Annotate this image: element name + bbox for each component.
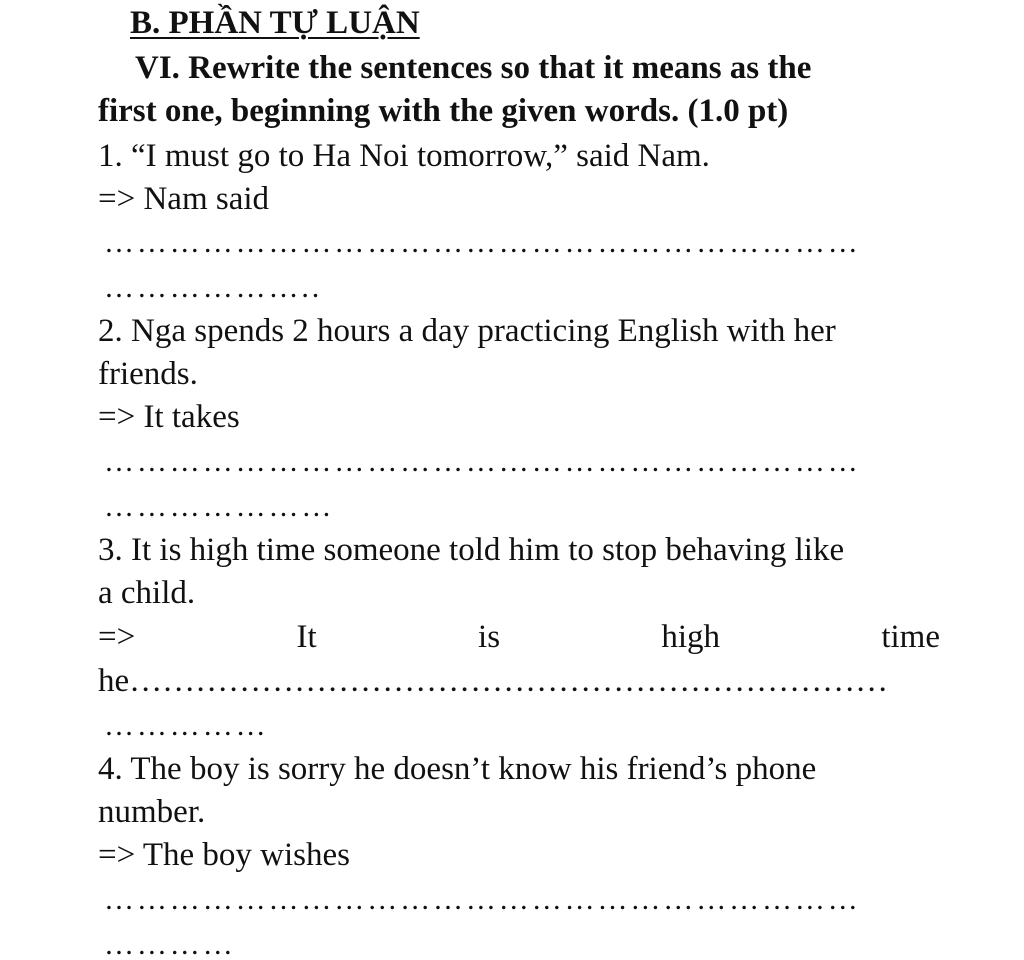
question-3-text-line-1: 3. It is high time someone told him to stop behaving like [98, 532, 845, 568]
question-3-prompt-word: high [661, 619, 721, 655]
question-3-answer-line-2[interactable]: …………… [104, 711, 269, 741]
question-3-prompt-word: time [881, 619, 940, 655]
question-2-text-line-1: 2. Nga spends 2 hours a day practicing English with her [98, 313, 836, 349]
question-1-text: 1. “I must go to Ha Noi tomorrow,” said Nam. [98, 138, 710, 174]
question-4-text-line-2: number. [98, 794, 206, 830]
question-2-text-line-2: friends. [98, 356, 198, 392]
question-4-answer-line[interactable]: …………………………………………………………… [104, 885, 861, 915]
question-1-answer-line[interactable]: …………………………………………………………… [104, 228, 861, 258]
instruction-line-2: first one, beginning with the given words. (1.0 pt) [98, 93, 789, 129]
question-2-prompt: => It takes [98, 399, 240, 435]
question-2-answer-line-2[interactable]: ………………… [104, 492, 335, 522]
question-4-prompt: => The boy wishes [98, 837, 351, 873]
question-1-prompt: => Nam said [98, 181, 270, 217]
question-4-answer-line-2[interactable]: ………… [104, 930, 236, 960]
question-3-prompt-word: => [98, 619, 136, 655]
section-heading: B. PHẦN TỰ LUẬN [130, 5, 420, 41]
instruction-line-1: VI. Rewrite the sentences so that it means as the [135, 50, 812, 86]
question-3-prompt-word: is [478, 619, 501, 655]
question-2-answer-line[interactable]: …………………………………………………………… [104, 447, 861, 477]
question-3-prompt-word: It [296, 619, 317, 655]
question-4-text-line-1: 4. The boy is sorry he doesn’t know his friend’s phone [98, 751, 817, 787]
question-3-text-line-2: a child. [98, 575, 196, 611]
question-3-answer-line[interactable]: he…………………………………………………………… [98, 665, 889, 698]
question-1-answer-line-2[interactable]: ……………….. [104, 273, 323, 303]
question-3-prompt [98, 621, 940, 654]
